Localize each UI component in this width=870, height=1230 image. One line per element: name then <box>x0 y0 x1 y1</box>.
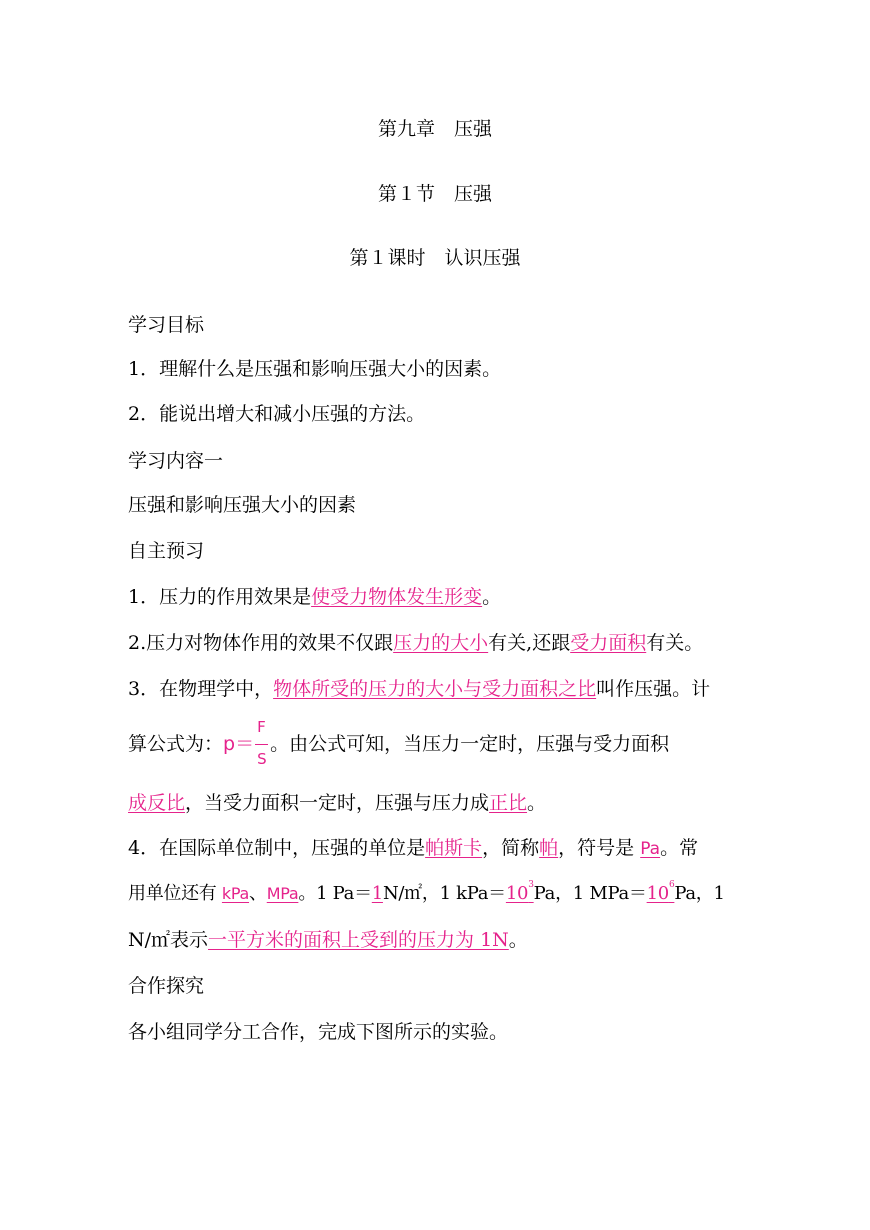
q4-answer-7-exp: 3 <box>528 880 534 890</box>
preview-heading: 自主预习 <box>128 540 205 562</box>
question-3-line-2 <box>128 718 748 768</box>
q4-mid3: 。常 <box>660 837 699 859</box>
question-4-line-3 <box>128 927 748 953</box>
content-heading: 学习内容一 <box>128 450 224 472</box>
objectives-heading: 学习目标 <box>128 314 205 336</box>
question-4-line-2 <box>128 881 748 907</box>
q4-line2-a: 。1 Pa＝ <box>298 883 372 904</box>
q2-prefix: 2.压力对物体作用的效果不仅跟 <box>128 632 394 654</box>
q4-answer-8-base: 10 <box>646 883 669 904</box>
q4-mid2: ，符号是 <box>558 837 641 859</box>
lesson-title: 第１课时 认识压强 <box>349 247 521 269</box>
question-1 <box>128 584 748 610</box>
formula-lhs: p＝ <box>223 733 255 755</box>
q3-answer-2: 成反比 <box>128 792 186 814</box>
formula-fraction <box>254 718 270 768</box>
q4-line2-prefix: 用单位还有 <box>128 883 222 904</box>
q4-answer-1: 帕斯卡 <box>425 837 483 859</box>
q4-line2-d: Pa，1 <box>674 883 725 904</box>
q3-line2-prefix: 算公式为： <box>128 733 224 755</box>
q1-prefix: 1．压力的作用效果是 <box>128 586 312 608</box>
question-3-line-1 <box>128 676 748 702</box>
objective-item-2: 2．能说出增大和减小压强的方法。 <box>128 403 426 425</box>
objective-item-1: 1．理解什么是压强和影响压强大小的因素。 <box>128 358 502 380</box>
formula-numerator: F <box>257 718 266 736</box>
q4-answer-9: 一平方米的面积上受到的压力为 1N <box>208 929 509 951</box>
cooperate-text: 各小组同学分工合作，完成下图所示的实验。 <box>128 1021 509 1043</box>
q4-answer-6: 1 <box>371 883 383 904</box>
q3-line3-mid: ，当受力面积一定时，压强与压力成 <box>185 792 490 814</box>
question-4-line-1 <box>128 835 748 862</box>
q4-line3-suffix: 。 <box>508 929 528 951</box>
content-subheading: 压强和影响压强大小的因素 <box>128 494 357 516</box>
q4-answer-8-exp: 6 <box>668 880 675 890</box>
q4-mid1: ，简称 <box>482 837 540 859</box>
q3-mid: 叫作压强。计 <box>596 678 711 700</box>
q4-answer-3: Pa <box>640 839 661 859</box>
question-2 <box>128 630 748 656</box>
q3-line3-suffix: 。 <box>527 792 547 814</box>
q1-suffix: 。 <box>482 586 502 608</box>
formula-denominator: S <box>257 750 267 768</box>
section-title: 第１节 压强 <box>377 183 492 205</box>
q4-answer-5: MPa <box>266 884 299 903</box>
q3-answer-1: 物体所受的压力的大小与受力面积之比 <box>273 678 597 700</box>
fraction-bar <box>255 744 268 745</box>
q4-answer-7-base: 10 <box>505 883 529 904</box>
q2-suffix: 有关。 <box>646 632 704 654</box>
chapter-title: 第九章 压强 <box>377 118 492 140</box>
q2-answer-1: 压力的大小 <box>393 632 489 654</box>
q4-line3-prefix: N/㎡表示 <box>128 929 209 951</box>
q3-answer-3: 正比 <box>489 792 528 814</box>
q2-answer-2: 受力面积 <box>570 632 647 654</box>
question-3-line-3 <box>128 790 748 816</box>
q4-answer-2: 帕 <box>539 837 559 859</box>
q4-sep: 、 <box>249 883 267 904</box>
q1-answer-1: 使受力物体发生形变 <box>311 586 483 608</box>
q4-answer-4: kPa <box>221 884 250 903</box>
q3-prefix: 3．在物理学中， <box>128 678 274 700</box>
q4-answer-7 <box>505 880 534 904</box>
q4-line2-b: N/㎡，1 kPa＝ <box>382 883 506 904</box>
q4-answer-8 <box>646 880 675 904</box>
q2-mid: 有关,还跟 <box>488 632 571 654</box>
q4-line2-c: Pa，1 MPa＝ <box>533 883 647 904</box>
cooperate-heading: 合作探究 <box>128 975 205 997</box>
q4-prefix: 4．在国际单位制中，压强的单位是 <box>128 837 426 859</box>
q3-line2-suffix: 。由公式可知，当压力一定时，压强与受力面积 <box>270 733 670 755</box>
